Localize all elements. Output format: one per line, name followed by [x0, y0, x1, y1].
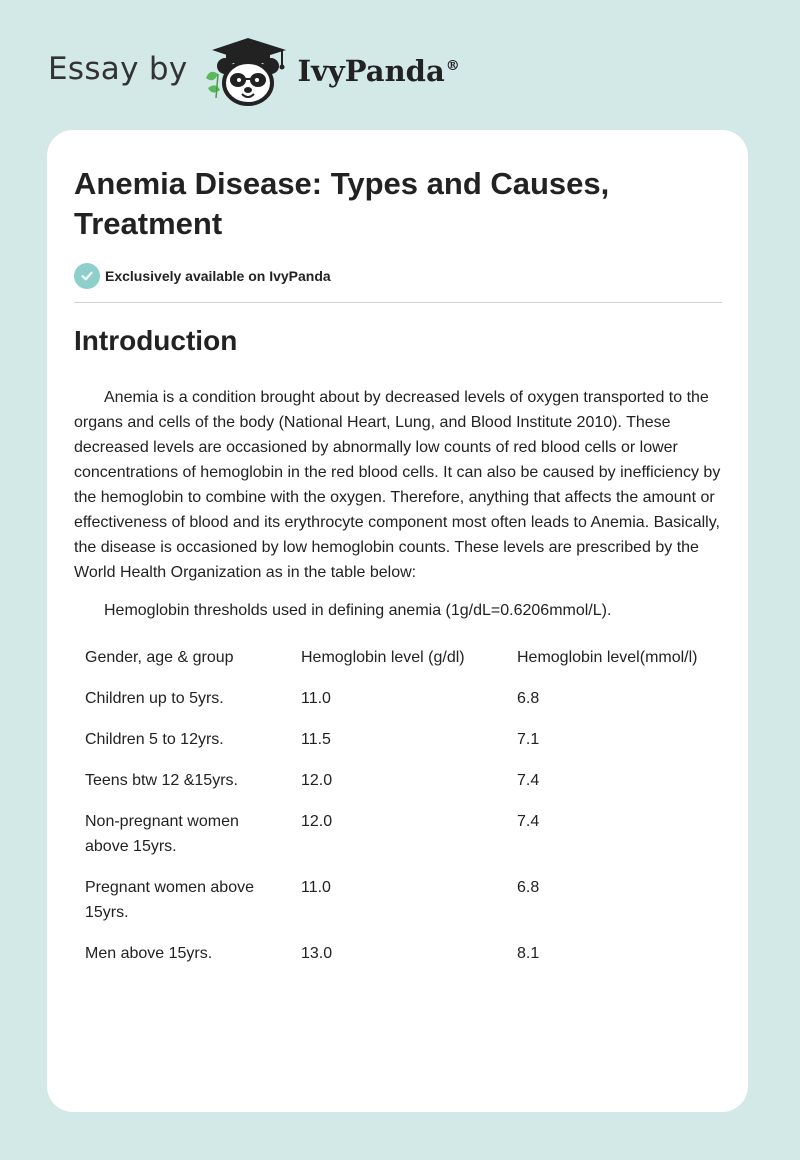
table-cell: 11.5	[301, 731, 331, 748]
divider	[74, 302, 722, 303]
registered-mark: ®	[445, 58, 460, 75]
table-header-cell: Hemoglobin level(mmol/l)	[517, 649, 698, 666]
brand-name-text: IvyPanda	[297, 54, 445, 88]
table-cell: 6.8	[517, 879, 540, 896]
table-row	[74, 932, 722, 973]
intro-paragraph: Anemia is a condition brought about by decreased levels of oxygen transported to the organs and cells of the body (National Heart, Lung, and Blood Institute 2010). These decreased levels are occasioned by abnormally low counts of red blood cells or lower concentrations of hemoglobin in the red blood cells. It can also be caused by inefficiency by the hemoglobin to combine with the oxygen. Therefore, anything that affects the amount or effectiveness of blood and its erythrocyte component most often leads to Anemia. Basically, the disease is occasioned by low hemoglobin counts. These levels are prescribed by the World Health Organization as in the table below:	[74, 389, 721, 581]
table-cell: 8.1	[517, 945, 540, 962]
table-cell: 12.0	[301, 772, 333, 789]
table-header-row	[74, 635, 722, 677]
essay-card	[47, 130, 748, 1112]
brand-prefix: Essay by	[48, 51, 188, 87]
table-cell: 7.4	[517, 813, 540, 830]
page-title: Anemia Disease: Types and Causes, Treatment	[74, 166, 610, 241]
table-row	[74, 759, 722, 800]
brand-header	[48, 36, 460, 108]
table-cell: Pregnant women above 15yrs.	[85, 879, 254, 921]
table-cell: 11.0	[301, 690, 331, 707]
table-header-cell: Gender, age & group	[85, 649, 234, 666]
table-row	[74, 718, 722, 759]
brand-name[interactable]	[298, 54, 460, 88]
badge-text: Exclusively available on IvyPanda	[105, 268, 331, 284]
table-cell: Children up to 5yrs.	[85, 690, 224, 707]
table-row	[74, 866, 722, 932]
table-cell: 6.8	[517, 690, 540, 707]
check-icon	[74, 263, 100, 289]
panda-logo-icon[interactable]	[202, 36, 294, 108]
table-cell: Non-pregnant women above 15yrs.	[85, 813, 239, 855]
table-cell: 13.0	[301, 945, 333, 962]
table-cell: 7.4	[517, 772, 540, 789]
table-cell: Teens btw 12 &15yrs.	[85, 772, 238, 789]
table-cell: 12.0	[301, 813, 333, 830]
table-row	[74, 677, 722, 718]
table-cell: 7.1	[517, 731, 540, 748]
section-heading: Introduction	[74, 325, 238, 356]
exclusive-badge	[74, 263, 331, 289]
table-cell: 11.0	[301, 879, 331, 896]
table-row	[74, 800, 722, 866]
table-cell: Children 5 to 12yrs.	[85, 731, 224, 748]
hemoglobin-table	[74, 635, 722, 973]
table-caption: Hemoglobin thresholds used in defining anemia (1g/dL=0.6206mmol/L).	[104, 602, 612, 619]
table-header-cell: Hemoglobin level (g/dl)	[301, 649, 465, 666]
table-cell: Men above 15yrs.	[85, 945, 213, 962]
